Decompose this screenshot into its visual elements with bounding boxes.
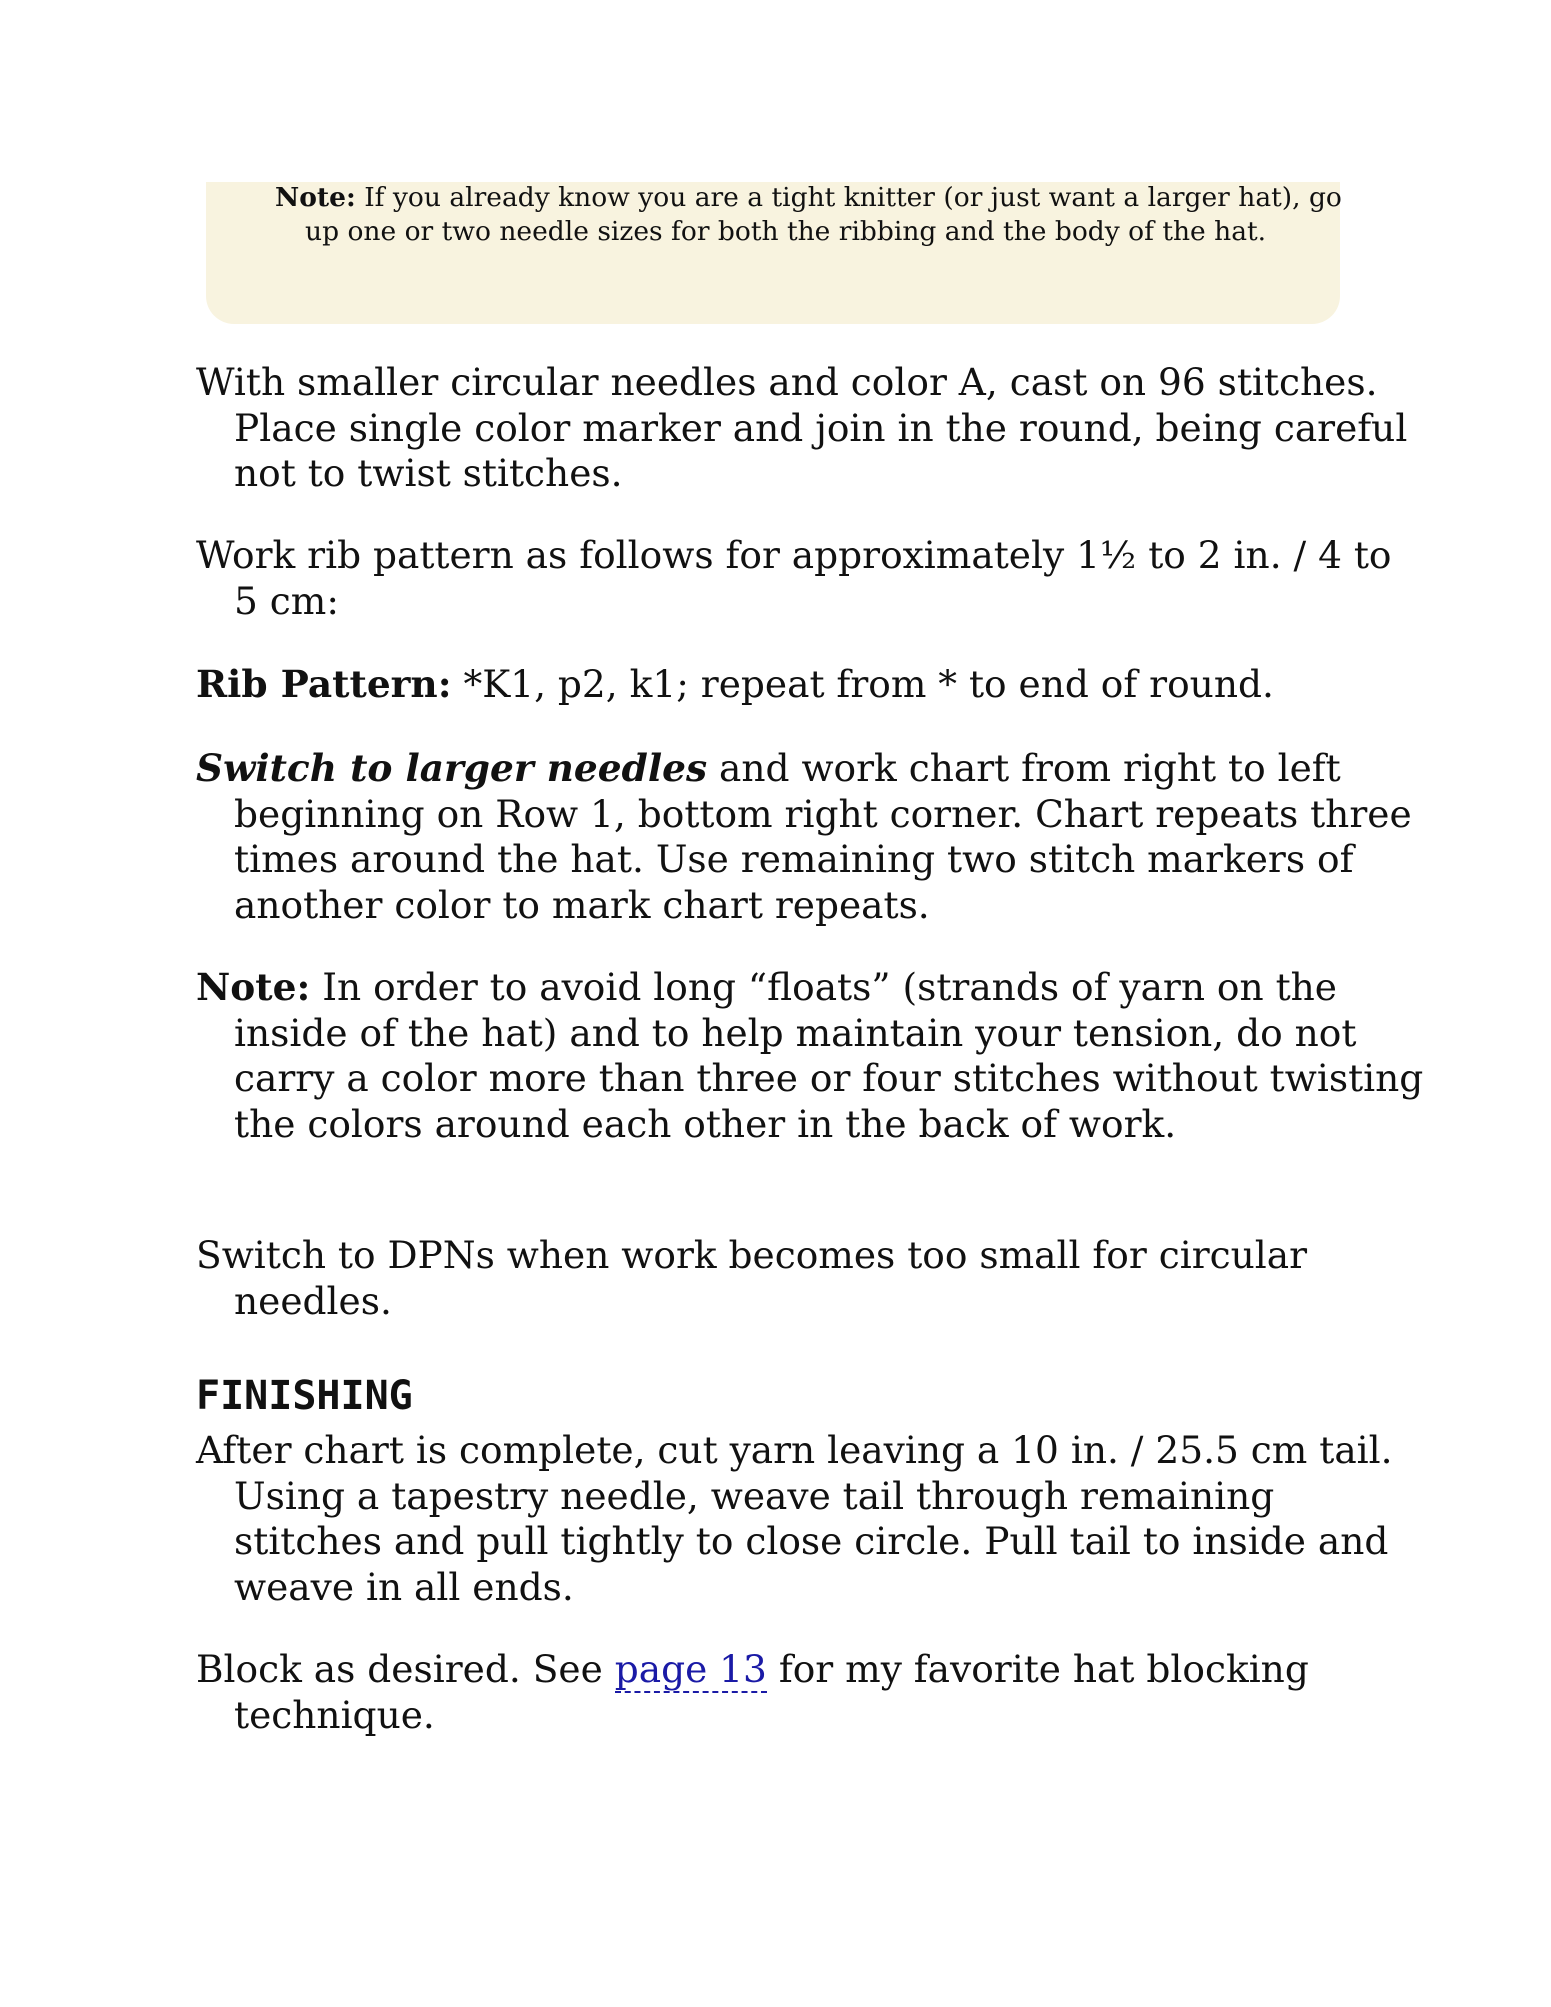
block-paragraph (196, 1647, 1424, 1738)
rib-intro-paragraph: Work rib pattern as follows for approximately 1½ to 2 in. / 4 to 5 cm: (196, 533, 1392, 623)
note-body: If you already know you are a tight knitter (or just want a larger hat), go up one or two needle sizes for both the ribbing and the body of the hat. (305, 182, 1342, 247)
rib-pattern-label: Rib Pattern: (196, 662, 452, 706)
floats-note-paragraph (196, 965, 1424, 1147)
dpns-paragraph: Switch to DPNs when work becomes too small for circular needles. (196, 1233, 1308, 1323)
floats-note-text: In order to avoid long “floats” (strands of yarn on the inside of the hat) and to help maintain your tension, do not carry a color more than three or four stitches without twisting the colors around each other in the back of work. (234, 965, 1424, 1146)
switch-needles-label: Switch to larger needles (196, 746, 708, 790)
note-label: Note: (275, 182, 356, 213)
finishing-heading: FINISHING (196, 1373, 413, 1419)
block-text-after: for my favorite hat blocking technique. (234, 1647, 1309, 1737)
floats-note-label: Note: (196, 965, 311, 1009)
page-13-link[interactable]: page 13 (614, 1647, 767, 1691)
cast-on-paragraph: With smaller circular needles and color A, cast on 96 stitches. Place single color marker and join in the round, being careful not to twist stitches. (196, 360, 1408, 496)
switch-needles-text: and work chart from right to left beginning on Row 1, bottom right corner. Chart repeats three times around the hat. Use remaining two stitch markers of another color to mark chart repeats. (234, 746, 1412, 927)
rib-pattern-text: *K1, p2, k1; repeat from * to end of round. (451, 662, 1274, 706)
after-chart-paragraph: After chart is complete, cut yarn leaving a 10 in. / 25.5 cm tail. Using a tapestry needle, weave tail through remaining stitches and pull tightly to close circle. Pull tail to inside and weave in all ends. (196, 1428, 1393, 1609)
switch-needles-paragraph (196, 746, 1424, 928)
rib-pattern-paragraph (196, 662, 1424, 708)
block-text-before: Block as desired. See (196, 1647, 615, 1691)
note-callout-text (275, 181, 1345, 249)
